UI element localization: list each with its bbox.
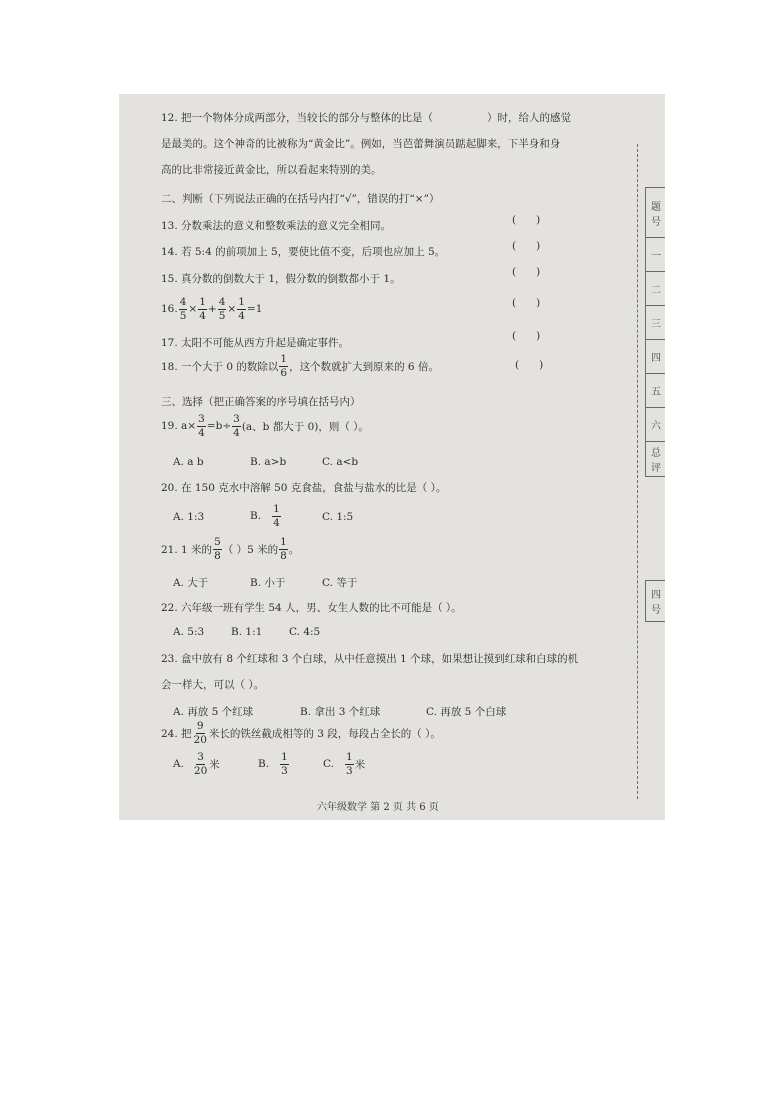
q24-question: 24. 把 $\frac{9}{20}$ 米长的铁丝截成相等的 3 段，每段占全长的（ ）。 [161,720,441,746]
score-row-total: 总评 [651,448,661,474]
q23-option-b: B. 拿出 3 个红球 [300,706,381,718]
score-row-5: 五 [646,374,665,408]
q22-option-b: B. 1:1 [231,626,263,638]
q20-option-c: C. 1:5 [322,511,354,523]
q24-option-a: A. $\frac{3}{20}$ 米 [173,751,220,777]
q16-fraction-b: $\frac{1}{4}$ [199,296,206,322]
q19-fraction-1: $\frac{3}{4}$ [198,413,205,439]
seat-number-box: 四号 [645,580,665,622]
q16-expression: 16. $\frac{4}{5}$ × $\frac{1}{4}$ + $\frac{4}{5}$ × $\frac{1}{4}$ =1 [161,296,263,322]
q24-fraction: $\frac{9}{20}$ [193,720,207,746]
q21-fraction-2: $\frac{1}{8}$ [280,536,287,562]
q15-answer-blank: ( ) [512,266,541,278]
q24-option-b: B. $\frac{1}{3}$ [258,751,288,777]
q24-option-a-fraction: $\frac{3}{20}$ [193,751,208,777]
q22-option-a: A. 5:3 [173,626,205,638]
q14-answer-blank: ( ) [512,240,541,252]
q23-option-a: A. 再放 5 个红球 [173,706,254,718]
score-row-4: 四 [646,340,665,374]
q18-answer-blank: ( ) [515,359,544,371]
q19-option-a: A. a b [173,456,204,468]
scanned-exam-page [119,94,665,820]
q13-answer-blank: ( ) [512,214,541,226]
binding-dashed-line [637,144,638,799]
score-row-1: 一 [646,238,665,272]
q16-answer-blank: ( ) [512,297,541,309]
page-footer: 六年级数学 第 2 页 共 6 页 [317,802,439,813]
q20-option-b-fraction: $\frac{1}{4}$ [273,503,280,529]
q22-question: 22. 六年级一班有学生 54 人，男、女生人数的比不可能是（ ）。 [161,602,462,614]
q21-option-a: A. 大于 [173,577,209,589]
q12-line3: 高的比非常接近黄金比，所以看起来特别的美。 [161,164,382,176]
q16-fraction-a: $\frac{4}{5}$ [179,296,187,322]
section3-heading: 三、选择（把正确答案的序号填在括号内） [161,396,361,408]
q19-question: 19. a× $\frac{3}{4}$ =b÷ $\frac{3}{4}$ (a、b 都大于 0)，则（ ）。 [161,413,369,439]
q18-text: 18. 一个大于 0 的数除以 $\frac{1}{6}$ ，这个数就扩大到原来的 6 倍。 [161,353,439,379]
q19-option-c: C. a<b [322,456,359,468]
q17-text: 17. 太阳不可能从西方升起是确定事件。 [161,337,350,349]
q16-fraction-d: $\frac{1}{4}$ [238,296,245,322]
q12-line1: 12. 把一个物体分成两部分，当较长的部分与整体的比是（ ）时，给人的感觉 [161,112,572,124]
q17-answer-blank: ( ) [512,330,541,342]
q24-option-b-fraction: $\frac{1}{3}$ [281,751,288,777]
score-row-3: 三 [646,306,665,340]
q23-option-c: C. 再放 5 个白球 [426,706,507,718]
score-table [645,187,665,477]
q16-fraction-c: $\frac{4}{5}$ [218,296,226,322]
q23-line2: 会一样大，可以（ ）。 [161,679,265,691]
q21-option-c: C. 等于 [322,577,358,589]
q18-fraction: $\frac{1}{6}$ [280,353,288,379]
q15-text: 15. 真分数的倒数大于 1，假分数的倒数都小于 1。 [161,273,401,285]
score-table-header: 题号 [646,188,665,238]
q21-option-b: B. 小于 [250,577,286,589]
q19-fraction-2: $\frac{3}{4}$ [233,413,240,439]
q24-option-c: C. $\frac{1}{3}$ 米 [323,751,366,777]
q24-option-c-fraction: $\frac{1}{3}$ [346,751,353,777]
q13-text: 13. 分数乘法的意义和整数乘法的意义完全相同。 [161,220,392,232]
q14-text: 14. 若 5:4 的前项加上 5，要使比值不变，后项也应加上 5。 [161,246,446,258]
score-row-6: 六 [646,408,665,442]
q12-line2: 是最美的。这个神奇的比被称为“黄金比”。例如，当芭蕾舞演员踮起脚来，下半身和身 [161,138,561,150]
score-row-2: 二 [646,272,665,306]
section2-heading: 二、判断（下列说法正确的在括号内打“√”，错误的打“×”） [161,193,440,205]
q19-option-b: B. a>b [250,456,287,468]
q20-option-b: B. $\frac{1}{4}$ [250,503,280,529]
q21-question: 21. 1 米的 $\frac{5}{8}$ （ ）5 米的 $\frac{1}{8}$ 。 [161,536,300,562]
q22-option-c: C. 4:5 [289,626,321,638]
q20-question: 20. 在 150 克水中溶解 50 克食盐，食盐与盐水的比是（ ）。 [161,482,447,494]
q23-line1: 23. 盒中放有 8 个红球和 3 个白球，从中任意摸出 1 个球，如果想让摸到红球和白球的机 [161,653,579,665]
q20-option-a: A. 1:3 [173,511,205,523]
q21-fraction-1: $\frac{5}{8}$ [214,536,221,562]
